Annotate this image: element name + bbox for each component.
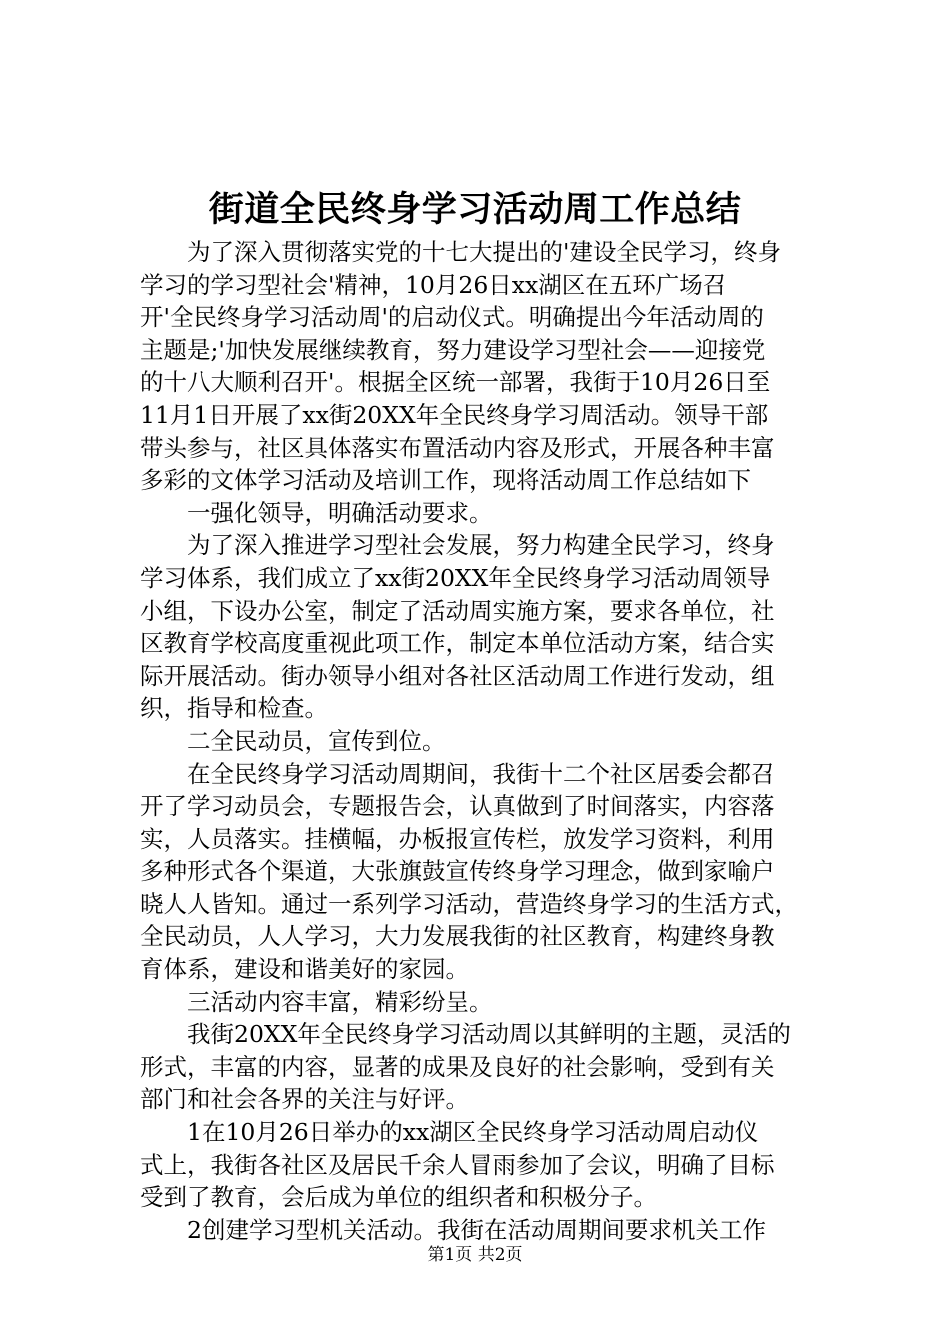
page-footer: 第1页 共2页: [427, 1245, 523, 1265]
text-line: 际开展活动。街办领导小组对各社区活动周工作进行发动，组: [140, 661, 775, 690]
text-line: 区教育学校高度重视此项工作，制定本单位活动方案，结合实: [140, 629, 775, 658]
document-title: 街道全民终身学习活动周工作总结: [208, 190, 742, 230]
text-line: 我街20XX年全民终身学习活动周以其鲜明的主题，灵活的: [140, 1020, 791, 1049]
text-line: 小组，下设办公室，制定了活动周实施方案，要求各单位，社: [140, 596, 775, 625]
text-line: 的十八大顺利召开'。根据全区统一部署，我街于10月26日至: [140, 368, 771, 397]
text-line: 2创建学习型机关活动。我街在活动周期间要求机关工作: [140, 1215, 766, 1244]
text-line: 学习体系，我们成立了xx街20XX年全民终身学习活动周领导: [140, 563, 771, 592]
text-line: 多种形式各个渠道，大张旗鼓宣传终身学习理念，做到家喻户: [140, 857, 775, 886]
document-body: [140, 236, 830, 1246]
text-line: 开'全民终身学习活动周'的启动仪式。明确提出今年活动周的: [140, 303, 764, 332]
text-line: 育体系，建设和谐美好的家园。: [140, 955, 469, 984]
text-line: 主题是;'加快发展继续教育，努力建设学习型社会——迎接党: [140, 335, 766, 364]
section-heading: 二全民动员，宣传到位。: [140, 726, 446, 755]
text-line: 全民动员，人人学习，大力发展我街的社区教育，构建终身教: [140, 922, 775, 951]
text-line: 式上，我街各社区及居民千余人冒雨参加了会议，明确了目标: [140, 1150, 775, 1179]
text-line: 晓人人皆知。通过一系列学习活动，营造终身学习的生活方式，: [140, 889, 798, 918]
text-line: 学习的学习型社会'精神，10月26日xx湖区在五环广场召: [140, 270, 727, 299]
text-line: 带头参与，社区具体落实布置活动内容及形式，开展各种丰富: [140, 433, 775, 462]
text-line: 为了深入贯彻落实党的十七大提出的'建设全民学习，终身: [140, 238, 781, 266]
text-line: 为了深入推进学习型社会发展，努力构建全民学习，终身: [140, 531, 775, 560]
text-line: 开了学习动员会，专题报告会，认真做到了时间落实，内容落: [140, 792, 775, 821]
text-line: 在全民终身学习活动周期间，我街十二个社区居委会都召: [140, 759, 775, 788]
text-line: 多彩的文体学习活动及培训工作，现将活动周工作总结如下: [140, 466, 751, 495]
text-line: 部门和社会各界的关注与好评。: [140, 1085, 469, 1114]
text-line: 11月1日开展了xx街20XX年全民终身学习周活动。领导干部: [140, 400, 769, 429]
text-line: 织，指导和检查。: [140, 694, 328, 723]
text-line: 受到了教育，会后成为单位的组织者和积极分子。: [140, 1183, 657, 1212]
text-line: 实，人员落实。挂横幅，办板报宣传栏，放发学习资料，利用: [140, 824, 775, 853]
section-heading: 一强化领导，明确活动要求。: [140, 498, 493, 527]
section-heading: 三活动内容丰富，精彩纷呈。: [140, 987, 493, 1016]
text-line: 1在10月26日举办的xx湖区全民终身学习活动周启动仪: [140, 1118, 759, 1147]
text-line: 形式，丰富的内容，显著的成果及良好的社会影响，受到有关: [140, 1052, 775, 1081]
